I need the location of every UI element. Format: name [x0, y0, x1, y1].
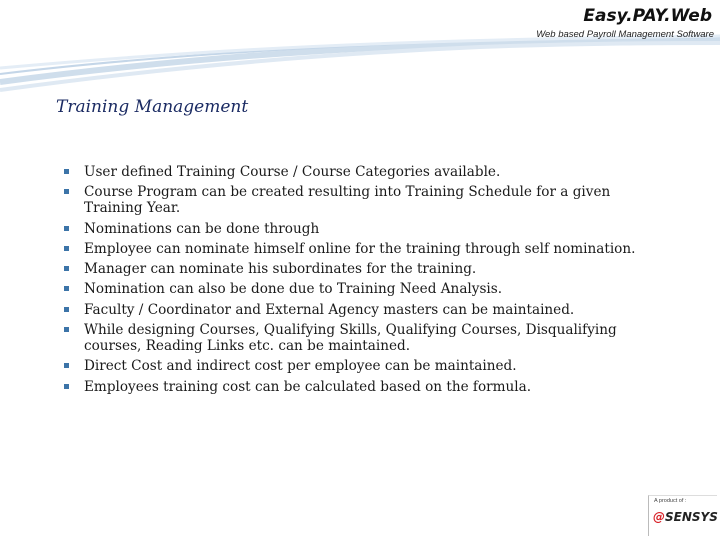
- brand-name: Easy.PAY.Web: [583, 6, 712, 26]
- slide-title: Training Management: [56, 97, 249, 117]
- bullet-item: [64, 261, 644, 277]
- bullet-text: Nominations can be done through: [84, 220, 320, 237]
- square-bullet-icon: [64, 327, 69, 332]
- company-logo-box: [648, 495, 717, 536]
- bullet-text: Manager can nominate his subordinates for the training.: [84, 261, 477, 278]
- logo-swirl-icon: @: [653, 510, 665, 524]
- bullet-list: [64, 164, 644, 399]
- square-bullet-icon: [64, 246, 69, 251]
- sensys-logo: [653, 510, 718, 524]
- square-bullet-icon: [64, 307, 69, 312]
- bullet-item: [64, 302, 644, 318]
- bullet-item: [64, 164, 644, 180]
- bullet-item: [64, 322, 644, 354]
- square-bullet-icon: [64, 266, 69, 271]
- square-bullet-icon: [64, 226, 69, 231]
- logo-text: SENSYS: [665, 510, 718, 524]
- square-bullet-icon: [64, 169, 69, 174]
- bullet-text: User defined Training Course / Course Categories available.: [84, 164, 501, 180]
- bullet-text: Faculty / Coordinator and External Agency masters can be maintained.: [84, 301, 575, 318]
- bullet-item: [64, 379, 644, 395]
- product-of-label: A product of :: [654, 498, 687, 504]
- bullet-text: Course Program can be created resulting into Training Schedule for a given Training Year.: [84, 184, 611, 217]
- square-bullet-icon: [64, 286, 69, 291]
- bullet-text: Direct Cost and indirect cost per employee can be maintained.: [84, 358, 517, 375]
- square-bullet-icon: [64, 363, 69, 368]
- bullet-text: While designing Courses, Qualifying Skills, Qualifying Courses, Disqualifying courses, Reading Links etc. can be maintained.: [84, 322, 617, 355]
- bullet-item: [64, 241, 644, 257]
- brand-tagline: Web based Payroll Management Software: [536, 29, 714, 40]
- header-banner: [0, 0, 720, 95]
- square-bullet-icon: [64, 384, 69, 389]
- bullet-text: Nomination can also be done due to Training Need Analysis.: [84, 281, 503, 298]
- bullet-item: [64, 358, 644, 374]
- square-bullet-icon: [64, 189, 69, 194]
- bullet-item: [64, 221, 644, 237]
- bullet-item: [64, 184, 644, 216]
- bullet-item: [64, 281, 644, 297]
- bullet-text: Employees training cost can be calculated based on the formula.: [84, 378, 532, 395]
- bullet-text: Employee can nominate himself online for the training through self nomination.: [84, 240, 636, 257]
